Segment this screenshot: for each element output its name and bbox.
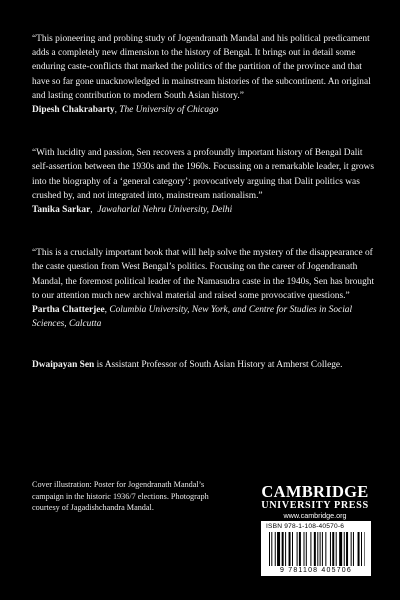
endorsement-attribution: Tanika Sarkar, Jawaharlal Nehru University, Delhi — [32, 205, 233, 216]
endorser-affiliation: The University of Chicago — [119, 105, 219, 116]
endorsement-attribution: Partha Chatterjee, Columbia University, New York, and Centre for Studies in Social Sciences, Calcutta — [32, 305, 353, 330]
endorser-name: Tanika Sarkar — [32, 205, 91, 216]
endorsement-text: “With lucidity and passion, Sen recovers a profoundly important history of Bengal Dalit self-assertion between the 1930s and the 1960s. Focussing on a remarkable leader, it grows into the biography of a ‘general category’: provocatively arguing that Dalit politics was crushed by, and not integrated into, mainstream nationalism.” — [32, 148, 374, 201]
author-name: Dwaipayan Sen — [32, 360, 95, 371]
endorser-name: Dipesh Chakrabarty — [32, 105, 115, 116]
isbn-barcode — [261, 521, 371, 576]
endorser-affiliation: Columbia University, New York, and Centre for Studies in Social Sciences, Calcutta — [32, 305, 353, 330]
publisher-url: www.cambridge.org — [283, 511, 347, 520]
author-bio-text: is Assistant Professor of South Asian History at Amherst College. — [96, 360, 343, 371]
cover-illustration-credit: Cover illustration: Poster for Jogendranath Mandal’s campaign in the historic 1936/7 elections. Photograph courtesy of Jagadishchandra Mandal. — [32, 480, 209, 513]
endorsement-2 — [32, 146, 377, 217]
publisher-name: CAMBRIDGE — [261, 482, 369, 501]
endorsement-text: “This pioneering and probing study of Jogendranath Mandal and his political predicament adds a completely new dimension to the history of Bengal. It brings out in detail some enduring caste-conflicts that marked the politics of the partition of the province and that have so far gone unacknowledged in mainstream histories of the subcontinent. An original and lasting contribution to modern South Asian history.” — [32, 34, 371, 101]
publisher-logo — [261, 483, 369, 521]
author-bio — [32, 358, 377, 372]
publisher-subtitle: UNIVERSITY PRESS — [261, 500, 369, 511]
endorsements — [32, 32, 377, 373]
endorsement-text: “This is a crucially important book that will help solve the mystery of the disappearance of the caste question from West Bengal’s politics. Focusing on the career of Jogendranath Mandal, the foremost political leader of the Namasudra caste in the 1940s, Sen has brought to our attention much new archival material and raised some provocative questions.” — [32, 248, 375, 301]
barcode-digits: 9 781108 405706 — [280, 567, 352, 574]
endorsement-attribution: Dipesh Chakrabarty, The University of Chicago — [32, 105, 219, 116]
barcode-icon — [269, 532, 365, 566]
endorsement-3 — [32, 246, 377, 331]
isbn-label: ISBN 978-1-108-40570-6 — [266, 523, 345, 530]
endorser-name: Partha Chatterjee — [32, 305, 105, 316]
endorser-affiliation: Jawaharlal Nehru University, Delhi — [97, 205, 233, 216]
endorsement-1 — [32, 32, 377, 117]
